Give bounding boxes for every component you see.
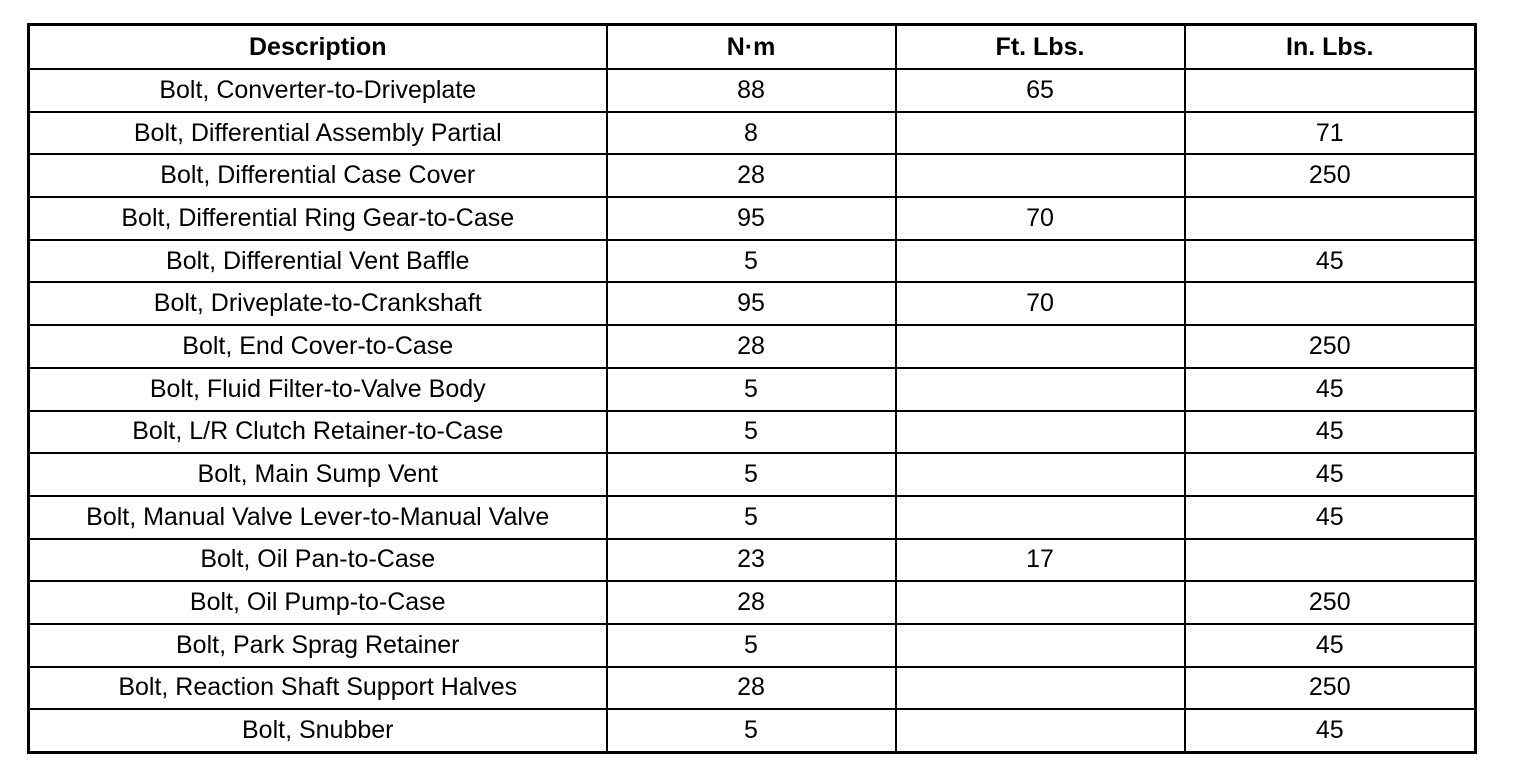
table-row bbox=[29, 709, 1476, 752]
table-row bbox=[29, 624, 1476, 667]
description-cell: Bolt, Oil Pan-to-Case bbox=[29, 539, 607, 582]
description-cell: Bolt, Park Sprag Retainer bbox=[29, 624, 607, 667]
foot-pounds-cell bbox=[896, 112, 1185, 155]
foot-pounds-cell: 17 bbox=[896, 539, 1185, 582]
table-row bbox=[29, 197, 1476, 240]
table-row bbox=[29, 667, 1476, 710]
inch-pounds-cell: 250 bbox=[1185, 325, 1476, 368]
foot-pounds-cell: 65 bbox=[896, 69, 1185, 112]
inch-pounds-cell: 45 bbox=[1185, 411, 1476, 454]
newton-meters-cell: 28 bbox=[607, 667, 896, 710]
inch-pounds-cell: 45 bbox=[1185, 240, 1476, 283]
inch-pounds-cell bbox=[1185, 282, 1476, 325]
newton-meters-cell: 28 bbox=[607, 581, 896, 624]
torque-spec-table bbox=[27, 23, 1477, 754]
description-cell: Bolt, Differential Assembly Partial bbox=[29, 112, 607, 155]
newton-meters-cell: 5 bbox=[607, 240, 896, 283]
newton-meters-cell: 5 bbox=[607, 368, 896, 411]
table-body bbox=[29, 69, 1476, 753]
description-cell: Bolt, Differential Ring Gear-to-Case bbox=[29, 197, 607, 240]
foot-pounds-cell bbox=[896, 411, 1185, 454]
newton-meters-cell: 5 bbox=[607, 709, 896, 752]
table-row bbox=[29, 411, 1476, 454]
newton-meters-cell: 5 bbox=[607, 624, 896, 667]
description-cell: Bolt, End Cover-to-Case bbox=[29, 325, 607, 368]
description-cell: Bolt, Main Sump Vent bbox=[29, 453, 607, 496]
inch-pounds-cell: 45 bbox=[1185, 624, 1476, 667]
table-header bbox=[29, 25, 1476, 70]
table-row bbox=[29, 325, 1476, 368]
inch-pounds-cell bbox=[1185, 539, 1476, 582]
newton-meters-cell: 5 bbox=[607, 411, 896, 454]
newton-meters-cell: 88 bbox=[607, 69, 896, 112]
foot-pounds-cell bbox=[896, 624, 1185, 667]
description-cell: Bolt, Converter-to-Driveplate bbox=[29, 69, 607, 112]
foot-pounds-cell bbox=[896, 154, 1185, 197]
table-row bbox=[29, 539, 1476, 582]
description-cell: Bolt, Snubber bbox=[29, 709, 607, 752]
table-row bbox=[29, 154, 1476, 197]
description-cell: Bolt, L/R Clutch Retainer-to-Case bbox=[29, 411, 607, 454]
inch-pounds-cell: 45 bbox=[1185, 368, 1476, 411]
table-row bbox=[29, 368, 1476, 411]
description-cell: Bolt, Differential Vent Baffle bbox=[29, 240, 607, 283]
foot-pounds-cell: 70 bbox=[896, 197, 1185, 240]
description-cell: Bolt, Fluid Filter-to-Valve Body bbox=[29, 368, 607, 411]
inch-pounds-cell bbox=[1185, 69, 1476, 112]
foot-pounds-cell bbox=[896, 581, 1185, 624]
header-newton-meters: N·m bbox=[607, 25, 896, 70]
header-inch-pounds: In. Lbs. bbox=[1185, 25, 1476, 70]
table-row bbox=[29, 581, 1476, 624]
inch-pounds-cell: 71 bbox=[1185, 112, 1476, 155]
newton-meters-cell: 23 bbox=[607, 539, 896, 582]
foot-pounds-cell bbox=[896, 240, 1185, 283]
table-row bbox=[29, 282, 1476, 325]
description-cell: Bolt, Reaction Shaft Support Halves bbox=[29, 667, 607, 710]
newton-meters-cell: 95 bbox=[607, 197, 896, 240]
inch-pounds-cell: 45 bbox=[1185, 453, 1476, 496]
newton-meters-cell: 28 bbox=[607, 325, 896, 368]
inch-pounds-cell: 250 bbox=[1185, 154, 1476, 197]
foot-pounds-cell bbox=[896, 667, 1185, 710]
foot-pounds-cell bbox=[896, 325, 1185, 368]
description-cell: Bolt, Driveplate-to-Crankshaft bbox=[29, 282, 607, 325]
header-description: Description bbox=[29, 25, 607, 70]
table-row bbox=[29, 240, 1476, 283]
description-cell: Bolt, Oil Pump-to-Case bbox=[29, 581, 607, 624]
newton-meters-cell: 28 bbox=[607, 154, 896, 197]
table-row bbox=[29, 453, 1476, 496]
newton-meters-cell: 95 bbox=[607, 282, 896, 325]
description-cell: Bolt, Differential Case Cover bbox=[29, 154, 607, 197]
header-row bbox=[29, 25, 1476, 70]
foot-pounds-cell: 70 bbox=[896, 282, 1185, 325]
foot-pounds-cell bbox=[896, 453, 1185, 496]
foot-pounds-cell bbox=[896, 368, 1185, 411]
inch-pounds-cell bbox=[1185, 197, 1476, 240]
foot-pounds-cell bbox=[896, 496, 1185, 539]
description-cell: Bolt, Manual Valve Lever-to-Manual Valve bbox=[29, 496, 607, 539]
newton-meters-cell: 5 bbox=[607, 496, 896, 539]
foot-pounds-cell bbox=[896, 709, 1185, 752]
inch-pounds-cell: 250 bbox=[1185, 581, 1476, 624]
newton-meters-cell: 5 bbox=[607, 453, 896, 496]
newton-meters-cell: 8 bbox=[607, 112, 896, 155]
header-foot-pounds: Ft. Lbs. bbox=[896, 25, 1185, 70]
table-row bbox=[29, 496, 1476, 539]
table-row bbox=[29, 69, 1476, 112]
table-row bbox=[29, 112, 1476, 155]
inch-pounds-cell: 45 bbox=[1185, 709, 1476, 752]
inch-pounds-cell: 250 bbox=[1185, 667, 1476, 710]
inch-pounds-cell: 45 bbox=[1185, 496, 1476, 539]
